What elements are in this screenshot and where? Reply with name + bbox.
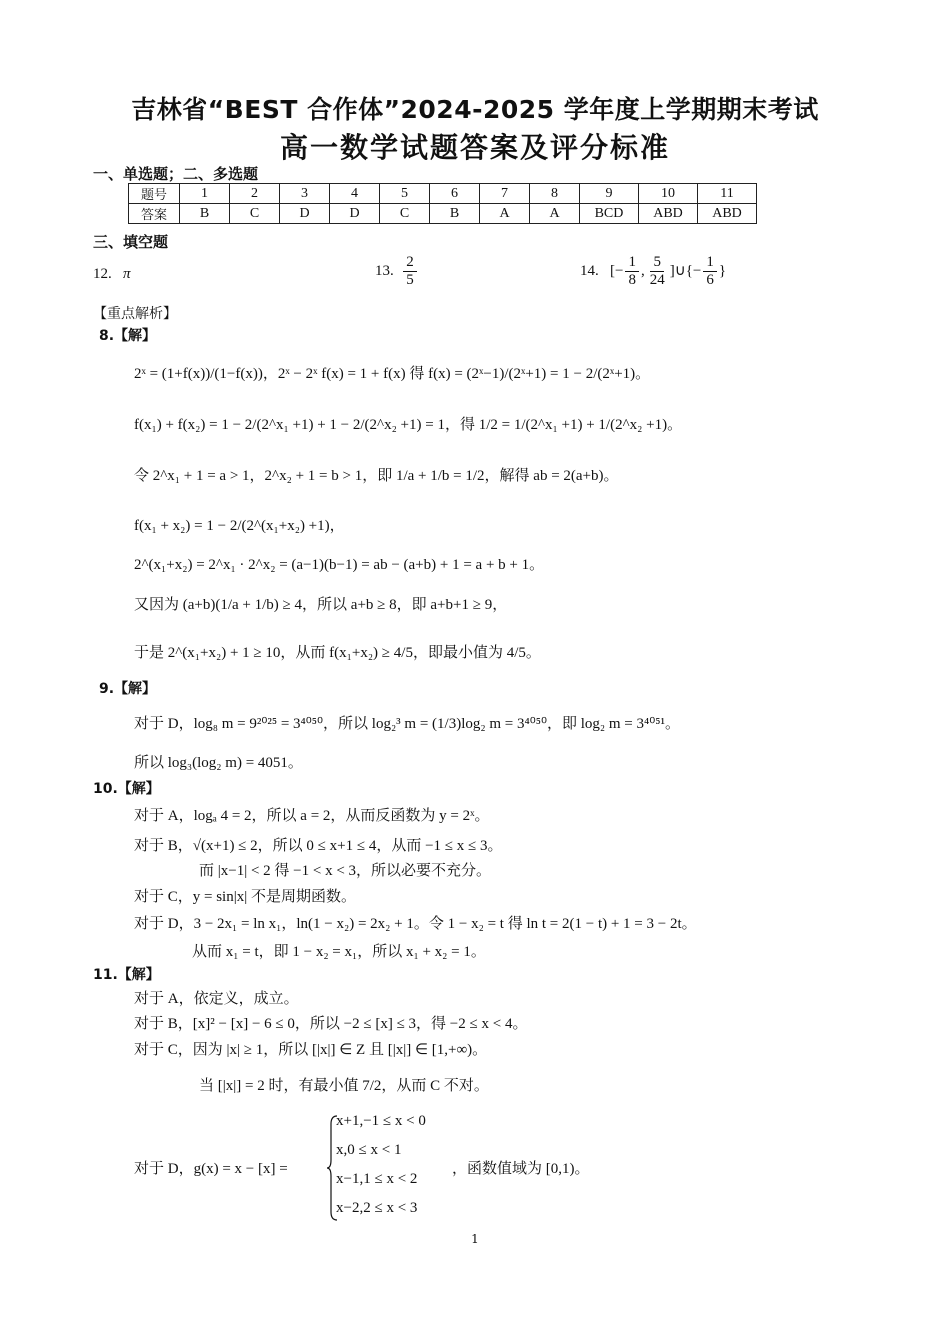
fraction [647,254,668,290]
q9-line-1: 对于 D，log₈ m = 9²⁰²⁵ = 3⁴⁰⁵⁰，所以 log₂³ m = (1/3)log₂ m = 3⁴⁰⁵⁰，即 log₂ m = 3⁴⁰⁵¹。 [134,716,680,732]
q11-line-4: 当 [|x|] = 2 时，有最小值 7/2，从而 C 不对。 [199,1078,489,1094]
q11-label: 11.【解】 [93,967,160,983]
piecewise-case-2: x,0 ≤ x < 1 [336,1142,402,1158]
piecewise-case-4: x−2,2 ≤ x < 3 [336,1200,418,1216]
table-cell: B [180,204,230,224]
table-cell: 10 [639,184,698,204]
text: ]∪{− [669,263,702,280]
fill-answer-13 [375,254,419,290]
q10-line-1: 对于 A，logₐ 4 = 2，所以 a = 2，从而反函数为 y = 2ˣ。 [134,808,490,824]
piecewise-case-3: x−1,1 ≤ x < 2 [336,1171,418,1187]
table-cell: BCD [580,204,639,224]
piecewise-case-1: x+1,−1 ≤ x < 0 [336,1113,426,1129]
q8-line-6: 又因为 (a+b)(1/a + 1/b) ≥ 4，所以 a+b ≥ 8，即 a+b+1 ≥ 9， [134,597,508,613]
q9-line-2: 所以 log₃(log₂ m) = 4051。 [134,755,303,771]
denominator: 24 [649,272,665,289]
q8-line-3: 令 2^x₁ + 1 = a > 1，2^x₂ + 1 = b > 1，即 1/a + 1/b = 1/2，解得 ab = 2(a+b)。 [134,468,619,484]
question-number: 13. [375,263,394,280]
q11-line-5-tail: ，函数值域为 [0,1)。 [452,1161,590,1177]
q8-line-2: f(x₁) + f(x₂) = 1 − 2/(2^x₁ +1) + 1 − 2/(2^x₂ +1) = 1，得 1/2 = 1/(2^x₁ +1) + 1/(2^x₂ +1)。 [134,417,683,433]
q10-line-4: 对于 C，y = sin|x| 不是周期函数。 [134,889,356,905]
q11-line-3: 对于 C，因为 |x| ≥ 1，所以 [|x|] ∈ Z 且 [|x|] ∈ [1,+∞)。 [134,1042,488,1058]
q9-label: 9.【解】 [99,681,157,697]
q10-line-6: 从而 x₁ = t，即 1 − x₂ = x₁，所以 x₁ + x₂ = 1。 [192,944,486,960]
q8-line-1: 2ˣ = (1+f(x))/(1−f(x))，2ˣ − 2ˣ f(x) = 1 + f(x) 得 f(x) = (2ˣ−1)/(2ˣ+1) = 1 − 2/(2ˣ+1)。 [134,366,651,382]
q11-line-1: 对于 A，依定义，成立。 [134,991,299,1007]
q10-label: 10.【解】 [93,781,160,797]
table-cell: 8 [530,184,580,204]
numerator: 1 [625,254,639,272]
section-choice-heading: 一、单选题；二、多选题 [93,165,259,183]
row-header-answer: 答案 [129,204,180,224]
table-cell: C [230,204,280,224]
text: , [640,263,645,280]
fraction [625,254,639,290]
text: } [718,263,727,280]
fraction [403,254,417,290]
q8-line-4: f(x₁ + x₂) = 1 − 2/(2^(x₁+x₂) +1)， [134,518,345,534]
table-cell: 6 [430,184,480,204]
table-cell: 5 [380,184,430,204]
numerator: 5 [650,254,664,272]
section-fill-heading: 三、填空题 [93,233,169,251]
q10-line-2: 对于 B，√(x+1) ≤ 2，所以 0 ≤ x+1 ≤ 4，从而 −1 ≤ x ≤ 3。 [134,838,503,854]
table-cell: 4 [330,184,380,204]
table-cell: D [330,204,380,224]
table-cell: D [280,204,330,224]
table-row-answers [129,204,757,224]
table-cell: 7 [480,184,530,204]
q11-line-5: 对于 D，g(x) = x − [x] = [134,1161,288,1177]
analysis-header: 【重点解析】 [93,306,177,322]
numerator: 1 [703,254,717,272]
table-cell: 3 [280,184,330,204]
fill-answer-14 [580,254,726,290]
q11-line-2: 对于 B，[x]² − [x] − 6 ≤ 0，所以 −2 ≤ [x] ≤ 3，得 −2 ≤ x < 4。 [134,1016,528,1032]
question-number: 12. [93,266,112,282]
table-cell: ABD [639,204,698,224]
text: [− [610,263,624,280]
question-number: 14. [580,263,599,280]
table-cell: ABD [698,204,757,224]
exam-subtitle: 高一数学试题答案及评分标准 [279,131,670,164]
answer-value: π [123,266,131,282]
q10-line-5: 对于 D，3 − 2x₁ = ln x₁，ln(1 − x₂) = 2x₂ + 1。令 1 − x₂ = t 得 ln t = 2(1 − t) + 1 = 3 − 2t。 [134,916,697,932]
page-number: 1 [471,1232,479,1246]
table-cell: A [530,204,580,224]
table-cell: C [380,204,430,224]
q8-line-5: 2^(x₁+x₂) = 2^x₁ · 2^x₂ = (a−1)(b−1) = ab − (a+b) + 1 = a + b + 1。 [134,557,545,573]
denominator: 6 [706,272,714,289]
numerator: 2 [403,254,417,272]
table-cell: 1 [180,184,230,204]
q8-line-7: 于是 2^(x₁+x₂) + 1 ≥ 10，从而 f(x₁+x₂) ≥ 4/5，即最小值为 4/5。 [134,645,541,661]
denominator: 5 [406,272,414,289]
table-cell: B [430,204,480,224]
table-cell: 9 [580,184,639,204]
table-row-numbers [129,184,757,204]
exam-title: 吉林省“BEST 合作体”2024-2025 学年度上学期期末考试 [131,95,819,124]
table-cell: 2 [230,184,280,204]
fraction [703,254,717,290]
q8-label: 8.【解】 [99,328,157,344]
fill-answer-12 [93,266,131,283]
denominator: 8 [628,272,636,289]
row-header-number: 题号 [129,184,180,204]
q10-line-3: 而 |x−1| < 2 得 −1 < x < 3，所以必要不充分。 [199,863,492,879]
answer-table [128,183,757,224]
table-cell: 11 [698,184,757,204]
table-cell: A [480,204,530,224]
